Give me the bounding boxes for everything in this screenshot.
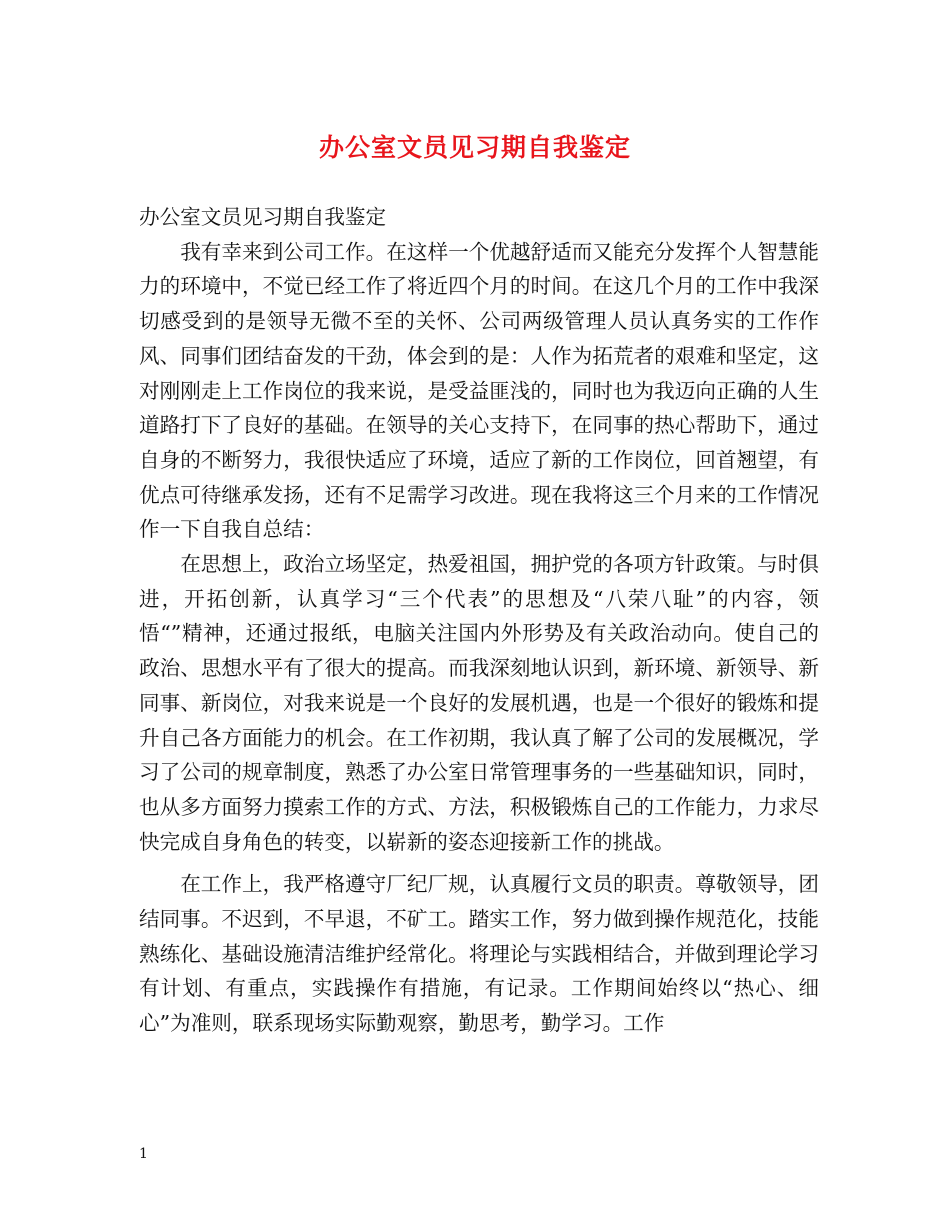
document-title: 办公室文员见习期自我鉴定 bbox=[318, 133, 631, 162]
paragraph-work: 在工作上，我严格遵守厂纪厂规，认真履行文员的职责。尊敬领导，团结同事。不迟到，不早退，不矿工。踏实工作，努力做到操作规范化，技能熟练化、基础设施清洁维护经常化。将理论与实践相结合，并做到理论学习有计划、有重点，实践操作有措施，有记录。工作期间始终以“热心、细心”为准则，联系现场实际勤观察，勤思考，勤学习。工作 bbox=[139, 872, 819, 1036]
paragraph-ideology: 在思想上，政治立场坚定，热爱祖国，拥护党的各项方针政策。与时俱进，开拓创新，认真学习“三个代表”的思想及“八荣八耻”的内容，领悟“”精神，还通过报纸，电脑关注国内外形势及有关政治动向。使自己的政治、思想水平有了很大的提高。而我深刻地认识到，新环境、新领导、新同事、新岗位，对我来说是一个良好的发展机遇，也是一个很好的锻炼和提升自己各方面能力的机会。在工作初期，我认真了解了公司的发展概况，学习了公司的规章制度，熟悉了办公室日常管理事务的一些基础知识，同时，也从多方面努力摸索工作的方式、方法，积极锻炼自己的工作能力，力求尽快完成自身角色的转变，以崭新的姿态迎接新工作的挑战。 bbox=[139, 552, 819, 854]
page-number: 1 bbox=[139, 1146, 148, 1162]
document-body bbox=[139, 200, 819, 1041]
paragraph-intro: 我有幸来到公司工作。在这样一个优越舒适而又能充分发挥个人智慧能力的环境中，不觉已经工作了将近四个月的时间。在这几个月的工作中我深切感受到的是领导无微不至的关怀、公司两级管理人员认真务实的工作作风、同事们团结奋发的干劲，体会到的是：人作为拓荒者的艰难和坚定，这对刚刚走上工作岗位的我来说，是受益匪浅的，同时也为我迈向正确的人生道路打下了良好的基础。在领导的关心支持下，在同事的热心帮助下，通过自身的不断努力，我很快适应了环境，适应了新的工作岗位，回首翘望，有优点可待继承发扬，还有不足需学习改进。现在我将这三个月来的工作情况作一下自我自总结： bbox=[139, 239, 819, 542]
document-subtitle: 办公室文员见习期自我鉴定 bbox=[139, 205, 387, 229]
